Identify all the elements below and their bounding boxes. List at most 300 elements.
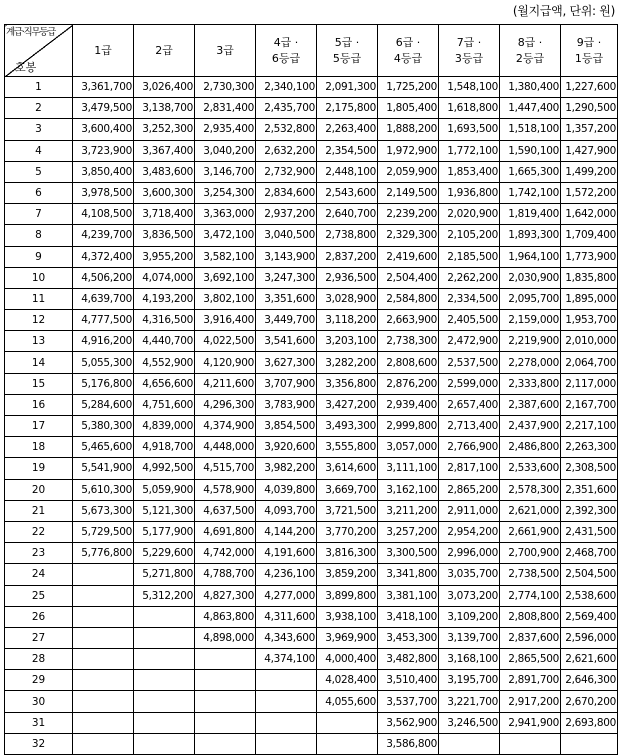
step-cell: 7 (5, 204, 73, 225)
salary-cell: 2,632,200 (256, 140, 317, 161)
salary-cell: 2,308,500 (561, 458, 618, 479)
salary-cell: 2,105,200 (439, 225, 500, 246)
salary-cell: 2,578,300 (500, 479, 561, 500)
salary-cell: 3,483,600 (134, 161, 195, 182)
salary-cell: 5,121,300 (134, 500, 195, 521)
salary-cell: 2,738,300 (378, 331, 439, 352)
salary-cell: 2,263,400 (317, 119, 378, 140)
salary-cell: 5,729,500 (73, 521, 134, 542)
salary-cell: 2,732,900 (256, 161, 317, 182)
salary-cell: 2,670,200 (561, 691, 618, 712)
salary-cell: 2,537,500 (439, 352, 500, 373)
salary-cell (134, 733, 195, 754)
table-row (5, 267, 618, 288)
salary-cell: 1,665,300 (500, 161, 561, 182)
salary-cell: 4,448,000 (195, 437, 256, 458)
salary-cell: 4,108,500 (73, 204, 134, 225)
salary-cell (134, 649, 195, 670)
salary-cell (73, 649, 134, 670)
salary-cell: 2,766,900 (439, 437, 500, 458)
header-row (5, 25, 618, 77)
grade-header: 8급 · 2등급 (500, 25, 561, 77)
salary-cell: 3,040,200 (195, 140, 256, 161)
salary-cell (256, 670, 317, 691)
salary-cell (134, 691, 195, 712)
salary-cell: 1,972,900 (378, 140, 439, 161)
salary-cell: 2,954,200 (439, 521, 500, 542)
salary-cell: 4,055,600 (317, 691, 378, 712)
salary-cell (500, 733, 561, 754)
table-row (5, 564, 618, 585)
salary-cell: 1,725,200 (378, 77, 439, 98)
salary-cell (256, 712, 317, 733)
step-cell: 17 (5, 416, 73, 437)
salary-cell: 2,448,100 (317, 161, 378, 182)
salary-cell: 2,738,800 (317, 225, 378, 246)
salary-cell: 3,139,700 (439, 627, 500, 648)
salary-cell: 4,637,500 (195, 500, 256, 521)
salary-cell: 3,300,500 (378, 543, 439, 564)
salary-cell: 3,418,100 (378, 606, 439, 627)
salary-cell: 3,600,300 (134, 182, 195, 203)
salary-cell: 5,465,600 (73, 437, 134, 458)
salary-cell: 1,888,200 (378, 119, 439, 140)
salary-cell: 3,381,100 (378, 585, 439, 606)
salary-cell: 1,548,100 (439, 77, 500, 98)
step-cell: 12 (5, 310, 73, 331)
salary-cell: 2,091,300 (317, 77, 378, 98)
salary-cell (195, 691, 256, 712)
salary-cell: 2,693,800 (561, 712, 618, 733)
salary-cell: 4,777,500 (73, 310, 134, 331)
step-cell: 13 (5, 331, 73, 352)
salary-table (4, 24, 618, 755)
salary-cell: 3,040,500 (256, 225, 317, 246)
salary-cell: 3,493,300 (317, 416, 378, 437)
salary-cell: 3,367,400 (134, 140, 195, 161)
salary-cell (195, 670, 256, 691)
grade-header: 4급 · 6등급 (256, 25, 317, 77)
table-row (5, 352, 618, 373)
salary-cell: 3,955,200 (134, 246, 195, 267)
salary-cell: 2,730,300 (195, 77, 256, 98)
salary-cell: 3,510,400 (378, 670, 439, 691)
salary-cell: 4,742,000 (195, 543, 256, 564)
salary-cell: 2,936,500 (317, 267, 378, 288)
table-row (5, 182, 618, 203)
salary-cell: 5,176,800 (73, 373, 134, 394)
salary-cell: 2,533,600 (500, 458, 561, 479)
salary-cell: 3,453,300 (378, 627, 439, 648)
salary-cell: 2,010,000 (561, 331, 618, 352)
salary-cell: 3,026,400 (134, 77, 195, 98)
salary-cell: 2,999,800 (378, 416, 439, 437)
table-row (5, 649, 618, 670)
table-row (5, 712, 618, 733)
salary-cell: 3,978,500 (73, 182, 134, 203)
salary-cell: 2,532,800 (256, 119, 317, 140)
salary-cell: 3,168,100 (439, 649, 500, 670)
salary-cell: 2,354,500 (317, 140, 378, 161)
salary-cell: 2,504,500 (561, 564, 618, 585)
table-row (5, 627, 618, 648)
salary-cell: 4,552,900 (134, 352, 195, 373)
salary-cell: 2,392,300 (561, 500, 618, 521)
step-cell: 8 (5, 225, 73, 246)
salary-cell: 4,372,400 (73, 246, 134, 267)
step-cell: 15 (5, 373, 73, 394)
table-row (5, 98, 618, 119)
table-row (5, 77, 618, 98)
salary-cell: 5,229,600 (134, 543, 195, 564)
salary-cell: 2,657,400 (439, 394, 500, 415)
salary-cell: 4,000,400 (317, 649, 378, 670)
salary-cell: 2,865,200 (439, 479, 500, 500)
salary-cell: 1,709,400 (561, 225, 618, 246)
salary-cell: 4,022,500 (195, 331, 256, 352)
salary-cell: 2,996,000 (439, 543, 500, 564)
step-cell: 4 (5, 140, 73, 161)
salary-cell: 3,669,700 (317, 479, 378, 500)
salary-cell: 4,639,700 (73, 288, 134, 309)
salary-cell: 2,278,000 (500, 352, 561, 373)
step-cell: 19 (5, 458, 73, 479)
salary-cell: 4,191,600 (256, 543, 317, 564)
step-cell: 18 (5, 437, 73, 458)
salary-cell: 2,217,100 (561, 416, 618, 437)
salary-cell (73, 670, 134, 691)
salary-cell: 2,239,200 (378, 204, 439, 225)
salary-cell: 2,064,700 (561, 352, 618, 373)
salary-cell: 4,506,200 (73, 267, 134, 288)
salary-cell: 3,482,800 (378, 649, 439, 670)
salary-cell: 3,692,100 (195, 267, 256, 288)
table-row (5, 204, 618, 225)
salary-cell: 3,363,000 (195, 204, 256, 225)
salary-cell: 2,817,100 (439, 458, 500, 479)
salary-cell: 2,640,700 (317, 204, 378, 225)
salary-cell: 2,808,600 (378, 352, 439, 373)
salary-cell: 4,193,200 (134, 288, 195, 309)
salary-cell: 5,059,900 (134, 479, 195, 500)
salary-cell: 4,296,300 (195, 394, 256, 415)
salary-cell: 3,028,900 (317, 288, 378, 309)
salary-cell: 3,836,500 (134, 225, 195, 246)
salary-cell: 5,610,300 (73, 479, 134, 500)
salary-cell: 1,895,000 (561, 288, 618, 309)
salary-cell: 3,707,900 (256, 373, 317, 394)
salary-cell: 4,311,600 (256, 606, 317, 627)
salary-cell (134, 606, 195, 627)
salary-cell: 2,713,400 (439, 416, 500, 437)
salary-cell: 2,095,700 (500, 288, 561, 309)
salary-cell: 2,167,700 (561, 394, 618, 415)
salary-cell: 1,819,400 (500, 204, 561, 225)
salary-cell: 3,282,200 (317, 352, 378, 373)
grade-header: 1급 (73, 25, 134, 77)
table-row (5, 310, 618, 331)
salary-cell: 4,992,500 (134, 458, 195, 479)
table-row (5, 521, 618, 542)
salary-cell: 2,774,100 (500, 585, 561, 606)
salary-cell: 4,827,300 (195, 585, 256, 606)
step-cell: 22 (5, 521, 73, 542)
salary-cell: 3,057,000 (378, 437, 439, 458)
salary-cell: 3,221,700 (439, 691, 500, 712)
salary-cell: 1,427,900 (561, 140, 618, 161)
step-cell: 24 (5, 564, 73, 585)
salary-cell: 5,541,900 (73, 458, 134, 479)
salary-cell (73, 733, 134, 754)
salary-cell: 2,646,300 (561, 670, 618, 691)
salary-cell: 2,185,500 (439, 246, 500, 267)
salary-cell: 3,562,900 (378, 712, 439, 733)
salary-cell: 2,219,900 (500, 331, 561, 352)
salary-cell: 2,437,900 (500, 416, 561, 437)
salary-cell: 2,808,800 (500, 606, 561, 627)
salary-cell: 3,143,900 (256, 246, 317, 267)
salary-cell: 2,621,600 (561, 649, 618, 670)
salary-cell: 3,246,500 (439, 712, 500, 733)
salary-cell: 2,059,900 (378, 161, 439, 182)
salary-cell: 1,693,500 (439, 119, 500, 140)
salary-cell: 3,427,200 (317, 394, 378, 415)
salary-cell: 4,144,200 (256, 521, 317, 542)
salary-cell: 2,917,200 (500, 691, 561, 712)
salary-cell: 2,387,600 (500, 394, 561, 415)
salary-cell: 4,788,700 (195, 564, 256, 585)
salary-cell: 3,479,500 (73, 98, 134, 119)
salary-cell: 4,343,600 (256, 627, 317, 648)
salary-cell: 2,700,900 (500, 543, 561, 564)
salary-cell: 3,586,800 (378, 733, 439, 754)
salary-cell: 3,138,700 (134, 98, 195, 119)
salary-cell: 2,596,000 (561, 627, 618, 648)
salary-cell: 3,361,700 (73, 77, 134, 98)
salary-cell: 2,831,400 (195, 98, 256, 119)
salary-cell (134, 712, 195, 733)
salary-cell: 1,742,100 (500, 182, 561, 203)
grade-header: 3급 (195, 25, 256, 77)
table-row (5, 119, 618, 140)
salary-cell: 3,341,800 (378, 564, 439, 585)
step-cell: 25 (5, 585, 73, 606)
table-row (5, 246, 618, 267)
table-row (5, 140, 618, 161)
salary-cell: 4,074,000 (134, 267, 195, 288)
salary-cell: 4,578,900 (195, 479, 256, 500)
salary-cell: 2,911,000 (439, 500, 500, 521)
grade-header: 7급 · 3등급 (439, 25, 500, 77)
table-row (5, 733, 618, 754)
salary-cell: 5,055,300 (73, 352, 134, 373)
salary-cell: 3,783,900 (256, 394, 317, 415)
salary-cell: 1,642,000 (561, 204, 618, 225)
salary-cell: 3,555,800 (317, 437, 378, 458)
table-row (5, 225, 618, 246)
salary-cell: 2,937,200 (256, 204, 317, 225)
table-row (5, 585, 618, 606)
salary-cell: 5,312,200 (134, 585, 195, 606)
step-cell: 27 (5, 627, 73, 648)
table-row (5, 373, 618, 394)
salary-cell: 3,356,800 (317, 373, 378, 394)
table-row (5, 394, 618, 415)
salary-cell: 3,721,500 (317, 500, 378, 521)
salary-cell: 3,073,200 (439, 585, 500, 606)
salary-cell: 1,772,100 (439, 140, 500, 161)
salary-cell: 3,816,300 (317, 543, 378, 564)
salary-cell: 1,773,900 (561, 246, 618, 267)
salary-cell: 3,899,800 (317, 585, 378, 606)
salary-cell: 2,538,600 (561, 585, 618, 606)
salary-cell: 3,111,100 (378, 458, 439, 479)
step-cell: 31 (5, 712, 73, 733)
salary-cell: 4,093,700 (256, 500, 317, 521)
salary-cell: 2,504,400 (378, 267, 439, 288)
table-row (5, 543, 618, 564)
corner-header-step: 호봉 (15, 61, 37, 74)
salary-cell: 2,935,400 (195, 119, 256, 140)
step-cell: 30 (5, 691, 73, 712)
salary-cell (134, 670, 195, 691)
salary-cell: 3,982,200 (256, 458, 317, 479)
table-row (5, 670, 618, 691)
salary-cell: 3,118,200 (317, 310, 378, 331)
salary-cell: 2,876,200 (378, 373, 439, 394)
salary-cell: 2,738,500 (500, 564, 561, 585)
salary-cell: 3,627,300 (256, 352, 317, 373)
salary-cell: 2,939,400 (378, 394, 439, 415)
salary-cell: 2,263,300 (561, 437, 618, 458)
step-cell: 1 (5, 77, 73, 98)
step-cell: 16 (5, 394, 73, 415)
salary-cell: 3,449,700 (256, 310, 317, 331)
salary-cell: 2,149,500 (378, 182, 439, 203)
salary-cell (73, 606, 134, 627)
salary-cell: 3,600,400 (73, 119, 134, 140)
unit-note: (월지급액, 단위: 원) (512, 4, 615, 18)
salary-cell: 1,618,800 (439, 98, 500, 119)
salary-cell: 1,964,100 (500, 246, 561, 267)
step-cell: 28 (5, 649, 73, 670)
grade-header: 2급 (134, 25, 195, 77)
step-cell: 6 (5, 182, 73, 203)
salary-cell: 3,257,200 (378, 521, 439, 542)
salary-cell: 4,028,400 (317, 670, 378, 691)
step-cell: 23 (5, 543, 73, 564)
salary-cell: 2,351,600 (561, 479, 618, 500)
table-row (5, 500, 618, 521)
salary-cell (73, 564, 134, 585)
salary-cell: 3,916,400 (195, 310, 256, 331)
salary-cell: 2,431,500 (561, 521, 618, 542)
salary-cell: 4,211,600 (195, 373, 256, 394)
step-cell: 10 (5, 267, 73, 288)
table-row (5, 606, 618, 627)
salary-cell: 3,247,300 (256, 267, 317, 288)
salary-cell: 2,030,900 (500, 267, 561, 288)
salary-cell: 2,661,900 (500, 521, 561, 542)
salary-cell: 3,859,200 (317, 564, 378, 585)
salary-cell: 1,357,200 (561, 119, 618, 140)
salary-cell: 3,109,200 (439, 606, 500, 627)
salary-cell: 2,329,300 (378, 225, 439, 246)
salary-cell: 3,582,100 (195, 246, 256, 267)
salary-cell: 1,936,800 (439, 182, 500, 203)
salary-cell: 2,405,500 (439, 310, 500, 331)
salary-cell: 3,252,300 (134, 119, 195, 140)
salary-cell: 2,333,800 (500, 373, 561, 394)
salary-cell: 2,472,900 (439, 331, 500, 352)
salary-cell (73, 585, 134, 606)
table-row (5, 416, 618, 437)
step-cell: 3 (5, 119, 73, 140)
salary-cell: 3,254,300 (195, 182, 256, 203)
table-row (5, 458, 618, 479)
salary-cell: 5,776,800 (73, 543, 134, 564)
salary-cell: 2,340,100 (256, 77, 317, 98)
salary-cell (439, 733, 500, 754)
step-cell: 21 (5, 500, 73, 521)
salary-cell (195, 733, 256, 754)
salary-cell: 3,614,600 (317, 458, 378, 479)
salary-cell: 3,770,200 (317, 521, 378, 542)
salary-cell: 3,854,500 (256, 416, 317, 437)
salary-cell: 1,518,100 (500, 119, 561, 140)
salary-cell: 5,271,800 (134, 564, 195, 585)
salary-cell: 4,239,700 (73, 225, 134, 246)
corner-header-grade: 계급·직무등급 (6, 27, 55, 38)
salary-cell: 2,621,000 (500, 500, 561, 521)
salary-cell: 1,290,500 (561, 98, 618, 119)
salary-cell: 1,499,200 (561, 161, 618, 182)
salary-cell: 2,435,700 (256, 98, 317, 119)
salary-cell: 3,203,100 (317, 331, 378, 352)
salary-cell: 5,673,300 (73, 500, 134, 521)
salary-cell (134, 627, 195, 648)
grade-header: 6급 · 4등급 (378, 25, 439, 77)
salary-cell: 1,590,100 (500, 140, 561, 161)
salary-cell: 4,316,500 (134, 310, 195, 331)
salary-cell: 3,211,200 (378, 500, 439, 521)
salary-cell: 5,284,600 (73, 394, 134, 415)
salary-cell: 4,039,800 (256, 479, 317, 500)
table-row (5, 161, 618, 182)
salary-cell: 2,543,600 (317, 182, 378, 203)
step-cell: 14 (5, 352, 73, 373)
salary-cell: 3,472,100 (195, 225, 256, 246)
salary-cell: 3,850,400 (73, 161, 134, 182)
salary-cell: 2,175,800 (317, 98, 378, 119)
step-cell: 32 (5, 733, 73, 754)
salary-cell: 4,839,000 (134, 416, 195, 437)
salary-cell: 1,572,200 (561, 182, 618, 203)
table-row (5, 479, 618, 500)
salary-cell: 1,853,400 (439, 161, 500, 182)
salary-cell: 2,891,700 (500, 670, 561, 691)
table-row (5, 437, 618, 458)
step-cell: 26 (5, 606, 73, 627)
salary-cell: 2,834,600 (256, 182, 317, 203)
salary-cell: 1,953,700 (561, 310, 618, 331)
salary-cell: 1,805,400 (378, 98, 439, 119)
salary-cell: 4,656,600 (134, 373, 195, 394)
salary-cell: 2,159,000 (500, 310, 561, 331)
salary-cell: 2,020,900 (439, 204, 500, 225)
salary-cell: 2,569,400 (561, 606, 618, 627)
salary-cell (195, 649, 256, 670)
